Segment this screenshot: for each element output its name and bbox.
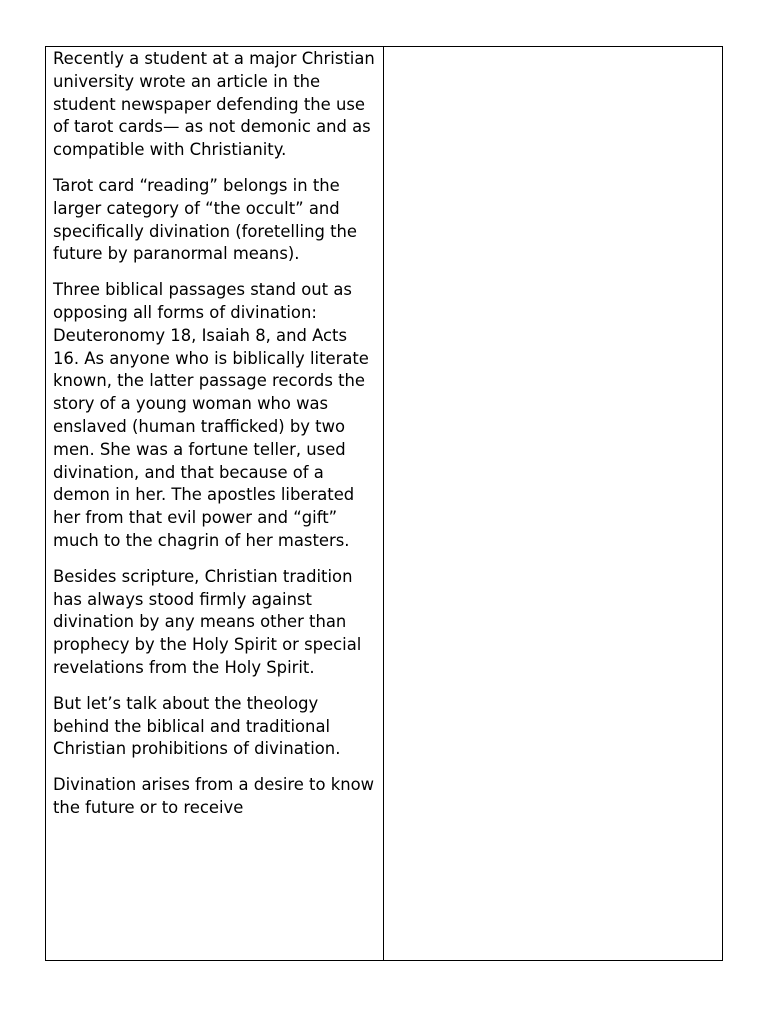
paragraph-divination-desire: Divination arises from a desire to know the future or to receive (53, 775, 375, 817)
paragraph-christian-tradition: Besides scripture, Christian tradition has always stood firmly against divination by any means other than prophecy by the Holy Spirit or special revelations from the Holy Spirit. (53, 566, 362, 677)
two-column-table (45, 46, 723, 961)
paragraph-tarot-article: Recently a student at a major Christian university wrote an article in the student newspaper defending the use of tarot cards— as not demonic and as compatible with Christianity. (53, 49, 375, 160)
paragraph-biblical-passages: Three biblical passages stand out as opposing all forms of divination: Deuteronomy 18, Isaiah 8, and Acts 16. As anyone who is biblically literate known, the latter passage records the story of a young woman who was enslaved (human trafficked) by two men. She was a fortune teller, used divination, and that because of a demon in her. The apostles liberated her from that evil power and “gift” much to the chagrin of her masters. (53, 280, 369, 550)
right-column-cell-empty (384, 47, 722, 960)
left-column-cell (46, 47, 384, 960)
paragraph-occult-definition: Tarot card “reading” belongs in the larger category of “the occult” and specifically divination (foretelling the future by paranormal means). (53, 175, 357, 264)
paragraph-theology-intro: But let’s talk about the theology behind the biblical and traditional Christian prohibitions of divination. (53, 693, 341, 759)
